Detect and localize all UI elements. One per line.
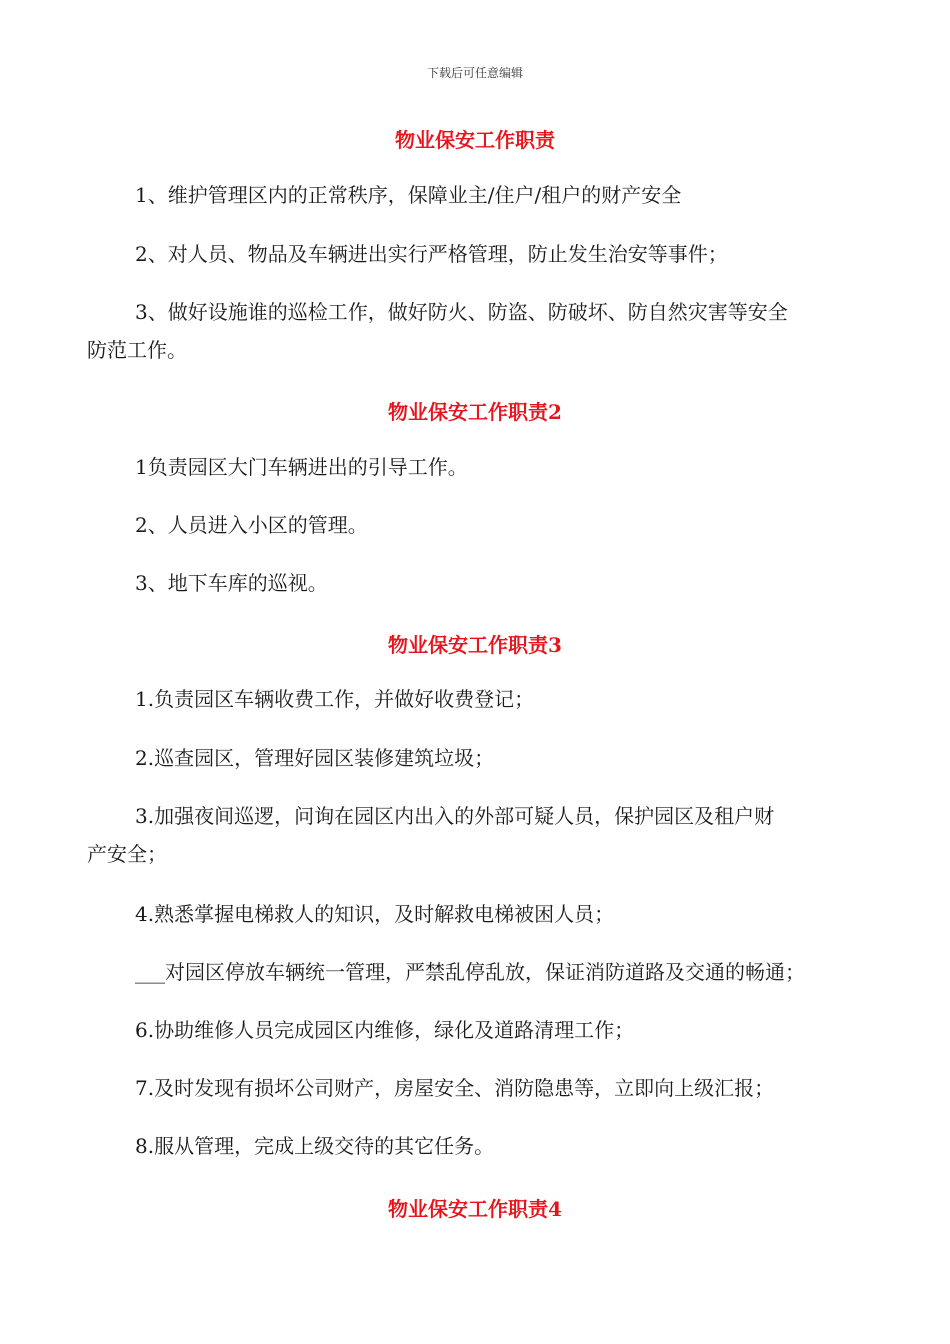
section-3-item-3: 3.加强夜间巡逻，问询在园区内出入的外部可疑人员，保护园区及租户财 [135,804,775,828]
section-3-item-3-cont: 产安全； [87,842,167,866]
section-1-item-1: 1、维护管理区内的正常秩序，保障业主/住户/租户的财产安全 [135,183,682,207]
section-3-item-2: 2.巡查园区，管理好园区装修建筑垃圾； [135,746,495,770]
section-title-1: 物业保安工作职责 [395,128,555,152]
section-1-item-3: 3、做好设施谁的巡检工作，做好防火、防盗、防破坏、防自然灾害等安全 [135,300,788,324]
section-3-item-1: 1.负责园区车辆收费工作，并做好收费登记； [135,687,535,711]
section-3-item-7: 7.及时发现有损坏公司财产，房屋安全、消防隐患等，立即向上级汇报； [135,1076,775,1100]
section-2-item-1: 1负责园区大门车辆进出的引导工作。 [135,455,468,479]
section-3-item-4: 4.熟悉掌握电梯救人的知识，及时解救电梯被困人员； [135,902,615,926]
section-3-item-8: 8.服从管理，完成上级交待的其它任务。 [135,1134,495,1158]
section-3-item-5: ___对园区停放车辆统一管理，严禁乱停乱放，保证消防道路及交通的畅通； [135,960,805,984]
section-1-item-3-cont: 防范工作。 [87,338,187,362]
section-title-2: 物业保安工作职责2 [388,400,562,424]
section-3-item-6: 6.协助维修人员完成园区内维修，绿化及道路清理工作； [135,1018,635,1042]
section-2-item-3: 3、地下车库的巡视。 [135,571,328,595]
page-header: 下载后可任意编辑 [426,66,523,80]
section-title-4: 物业保安工作职责4 [388,1197,562,1221]
section-1-item-2: 2、对人员、物品及车辆进出实行严格管理，防止发生治安等事件； [135,242,728,266]
section-title-3: 物业保安工作职责3 [388,633,562,657]
section-2-item-2: 2、人员进入小区的管理。 [135,513,368,537]
